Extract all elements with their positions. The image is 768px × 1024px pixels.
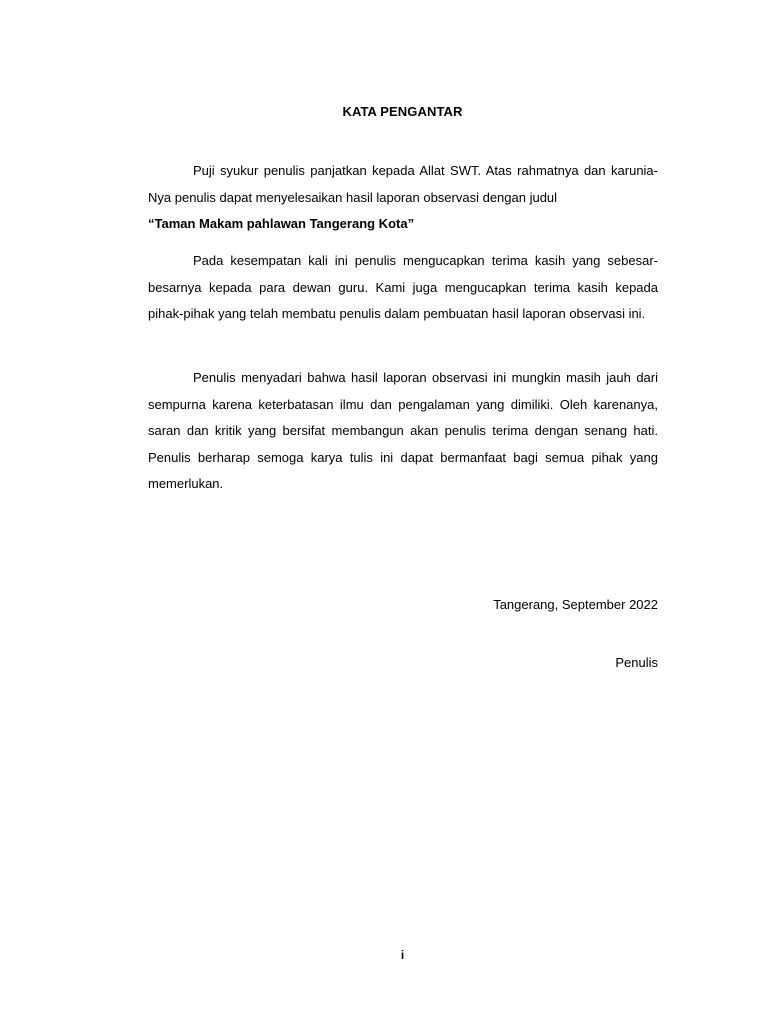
page-title: KATA PENGANTAR — [342, 104, 463, 119]
paragraph-1-block — [148, 158, 658, 251]
paragraph-1-text: Puji syukur penulis panjatkan kepada Allat SWT. Atas rahmatnya dan karunia-Nya penulis dapat menyelesaikan hasil laporan observasi dengan judul — [148, 163, 658, 205]
place-date: Tangerang, September 2022 — [493, 597, 658, 612]
paragraph-2-block — [148, 248, 658, 341]
paragraph-2: Pada kesempatan kali ini penulis mengucapkan terima kasih yang sebesar-besarnya kepada para dewan guru. Kami juga mengucapkan terima kasih kepada pihak-pihak yang telah membatu penulis dalam pembuatan hasil laporan observasi ini. — [148, 253, 658, 322]
paragraph-3-block — [148, 365, 658, 511]
report-title: “Taman Makam pahlawan Tangerang Kota” — [148, 216, 415, 232]
author-signoff: Penulis — [615, 655, 658, 670]
page-number: i — [400, 948, 405, 962]
paragraph-1 — [148, 158, 658, 238]
paragraph-3: Penulis menyadari bahwa hasil laporan observasi ini mungkin masih jauh dari sempurna karena keterbatasan ilmu dan pengalaman yang dimiliki. Oleh karenanya, saran dan kritik yang bersifat membangun akan penulis terima dengan senang hati. Penulis berharap semoga karya tulis ini dapat bermanfaat bagi semua pihak yang memerlukan. — [148, 370, 658, 492]
